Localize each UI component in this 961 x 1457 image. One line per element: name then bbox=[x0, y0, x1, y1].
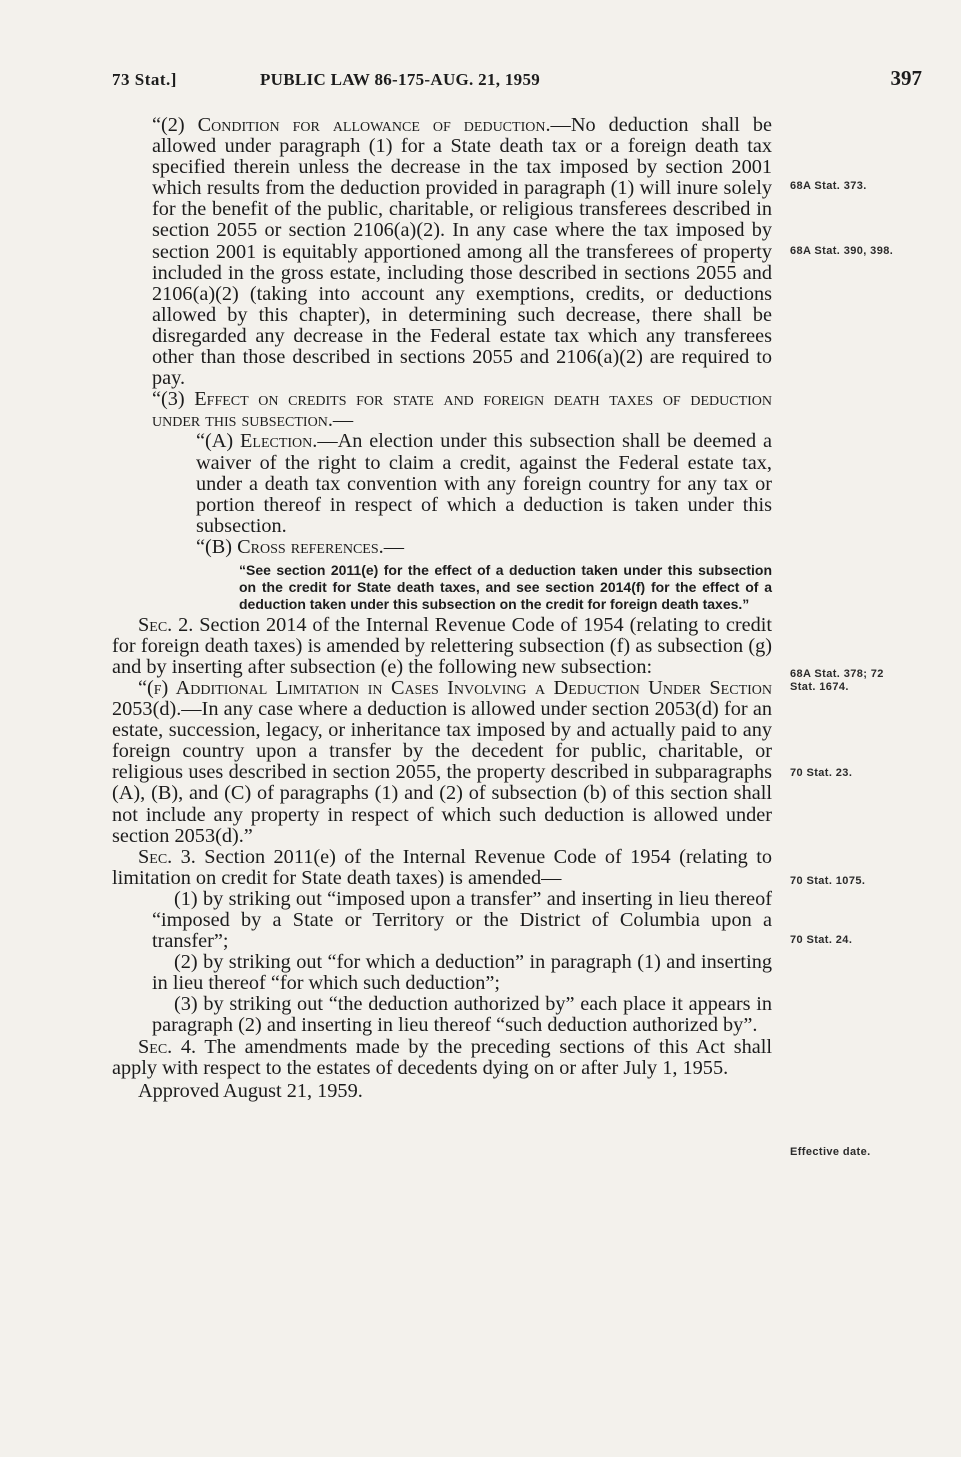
subparagraph-a bbox=[112, 431, 772, 536]
amendment-item-3: (3) by striking out “the deduction authorized by” each place it appears in paragraph (2) and inserting in lieu thereof “such deduction authorized by”. bbox=[152, 993, 772, 1037]
subparagraph-a-text: —An election under this subsection shall be deemed a waiver of the right to claim a credit, against the Federal estate tax, under a death tax convention with any foreign country for any tax or portion thereof in respect of which a deduction is taken under this subsection. bbox=[196, 430, 772, 537]
section-2-label: Sec. 2. bbox=[138, 613, 194, 636]
margin-note-70-24: 70 Stat. 24. bbox=[790, 934, 853, 946]
section-3-text: Section 2011(e) of the Internal Revenue Code of 1954 (relating to limitation on credit for State death taxes) is amended— bbox=[112, 845, 772, 889]
amendment-item-2: (2) by striking out “for which a deduction” in paragraph (1) and inserting in lieu thereof “for which such deduction”; bbox=[152, 951, 772, 995]
volume-reference: 73 Stat.] bbox=[112, 70, 177, 89]
amendment-item-1: (1) by striking out “imposed upon a transfer” and inserting in lieu thereof “imposed by a State or Territory or the District of Columbia upon a transfer”; bbox=[152, 887, 772, 953]
running-title: PUBLIC LAW 86-175-AUG. 21, 1959 bbox=[260, 70, 541, 89]
section-3 bbox=[112, 847, 772, 889]
margin-note-effective-date: Effective date. bbox=[790, 1146, 871, 1158]
subparagraph-b-heading bbox=[112, 537, 772, 558]
margin-note-70-1075: 70 Stat. 1075. bbox=[790, 875, 866, 887]
subsection-f-text: 2053(d).—In any case where a deduction is allowed under section 2053(d) for an estate, succession, legacy, or inheritance tax imposed by and actually paid to any foreign country upon a transfer by the decedent for public, charitable, or religious uses described in section 2055, the property described in subparagraphs (A), (B), and (C) of paragraphs (1) and (2) of subsection (b) of this section shall not include any property in respect of which such deduction is allowed under section 2053(d).” bbox=[112, 698, 772, 847]
subparagraph-a-heading: “(A) Election. bbox=[196, 430, 318, 453]
paragraph-2 bbox=[112, 115, 772, 389]
page-number: 397 bbox=[890, 66, 922, 90]
page-header bbox=[112, 66, 922, 96]
subsection-f bbox=[112, 678, 772, 847]
cross-reference-quote: “See section 2011(e) for the effect of a deduction taken under this subsection on the credit for State death taxes, and see section 2014(f) for the effect of a deduction taken under this subsection on the credit for foreign death taxes.” bbox=[239, 561, 772, 612]
section-2-text: Section 2014 of the Internal Revenue Code of 1954 (relating to credit for foreign death taxes) is amended by relettering subsection (f) as subsection (g) and by inserting after subsection (e) the following new subsection: bbox=[112, 613, 772, 678]
subsection-f-heading: “(f) Additional Limitation in Cases Involving a Deduction Under Section bbox=[138, 676, 772, 699]
margin-note-68a-390: 68A Stat. 390, 398. bbox=[790, 245, 894, 257]
margin-note-68a-373: 68A Stat. 373. bbox=[790, 180, 867, 192]
paragraph-3-heading bbox=[112, 389, 772, 431]
section-3-label: Sec. 3. bbox=[138, 845, 196, 868]
paragraph-2-text: —No deduction shall be allowed under paragraph (1) for a State death tax or a foreign death tax specified therein unless the decrease in the tax imposed by section 2001 which results from the deduction provided in paragraph (1) will inure solely for the benefit of the public, charitable, or religious transferees described in section 2055 or section 2106(a)(2). In any case where the tax imposed by section 2001 is equitably apportioned among all the transferees of property included in the gross estate, including those described in sections 2055 and 2106(a)(2) (taking into account any exemptions, credits, or deductions allowed by this chapter), in determining such decrease, there shall be disregarded any decrease in the Federal estate tax which any transferees other than those described in sections 2055 and 2106(a)(2) are required to pay. bbox=[152, 114, 772, 390]
paragraph-2-heading: “(2) Condition for allowance of deduction. bbox=[152, 114, 551, 136]
section-4 bbox=[112, 1037, 772, 1079]
subparagraph-b-heading-text: “(B) Cross references.— bbox=[196, 535, 404, 558]
approval-date: Approved August 21, 1959. bbox=[138, 1079, 363, 1102]
section-4-text: The amendments made by the preceding sections of this Act shall apply with respect to the estates of decedents dying on or after July 1, 1955. bbox=[112, 1035, 772, 1079]
paragraph-3-heading-text: “(3) Effect on credits for state and foreign death taxes of deduction under this subsection.— bbox=[152, 388, 772, 432]
margin-note-68a-378: 68A Stat. 378; 72 Stat. 1674. bbox=[790, 668, 884, 693]
statute-text bbox=[112, 115, 772, 1102]
section-4-label: Sec. 4. bbox=[138, 1035, 197, 1058]
section-2 bbox=[112, 615, 772, 678]
margin-note-70-23: 70 Stat. 23. bbox=[790, 767, 853, 779]
